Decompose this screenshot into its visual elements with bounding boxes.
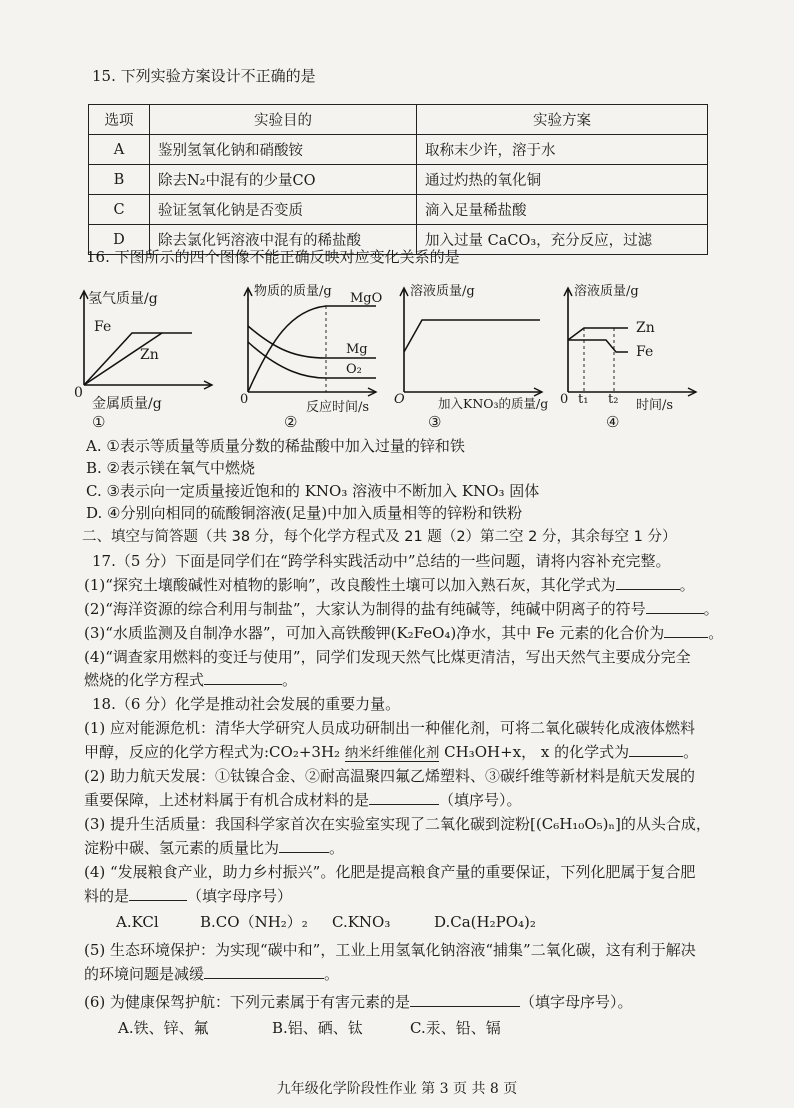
table-cell: 鉴别氢氧化钠和硝酸铵 <box>150 135 417 165</box>
q18-line-5a: (5) 生态环境保护：为实现“碳中和”，工业上用氢氧化钠溶液“捕集”二氧化碳，这有利于解决 <box>84 941 696 959</box>
graph-2-origin: 0 <box>240 392 249 407</box>
graph-3-number: ③ <box>428 413 442 431</box>
graph-4-svg <box>556 280 706 430</box>
table-cell: 取称末少许，溶于水 <box>417 135 708 165</box>
answer-blank[interactable] <box>204 670 282 685</box>
q18-l4b-tail: （填字母序号） <box>187 887 293 905</box>
q18-line-1a: (1) 应对能源危机：清华大学研究人员成功研制出一种催化剂，可将二氧化碳转化成液体燃料 <box>84 719 696 737</box>
q17-l3-text: (3)“水质监测及自制净水器”，可加入高铁酸钾(K₂FeO₄)净水，其中 Fe 元素的化合价为 <box>84 624 665 642</box>
q17-l2-text: (2)“海洋资源的综合利用与制盐”，大家认为制得的盐有纯碱等，纯碱中阴离子的符号 <box>84 600 646 618</box>
graph-4 <box>556 280 706 430</box>
graph-3 <box>392 280 552 430</box>
q18-line-6 <box>84 992 633 1012</box>
catalyst-condition: 纳米纤维催化剂 <box>344 745 440 761</box>
q18-line-3b: 淀粉中碳、氢元素的质量比为 。 <box>84 839 345 857</box>
q16-option-d: D. ④分别向相同的硫酸铜溶液(足量)中加入质量相等的锌粉和铁粉 <box>86 504 523 522</box>
table-cell: 通过灼热的氧化铜 <box>417 165 708 195</box>
graph-4-t2: t₂ <box>608 392 619 407</box>
q18-option6-c: C.汞、铅、镉 <box>410 1019 501 1037</box>
table-cell: A <box>89 135 150 165</box>
q18-title: 18.（6 分）化学是推动社会发展的重要力量。 <box>92 695 401 713</box>
answer-blank[interactable] <box>664 623 708 638</box>
fe-curve <box>568 340 628 352</box>
table-row <box>89 165 708 195</box>
answer-blank[interactable] <box>616 575 680 590</box>
table-row <box>89 135 708 165</box>
table-header-row <box>89 105 708 135</box>
q17-line-2: (2)“海洋资源的综合利用与制盐”，大家认为制得的盐有纯碱等，纯碱中阴离子的符号 。 <box>84 600 719 618</box>
q17-l1-text: (1)“探究土壤酸碱性对植物的影响”，改良酸性土壤可以加入熟石灰，其化学式为 <box>84 576 616 594</box>
answer-blank[interactable] <box>629 742 683 757</box>
graph-4-xlabel: 时间/s <box>636 398 674 413</box>
graph-1-xlabel: 金属质量/g <box>92 396 162 412</box>
q18-option-a: A.KCl <box>116 913 159 931</box>
q16-option-c: C. ③表示向一定质量接近饱和的 KNO₃ 溶液中不断加入 KNO₃ 固体 <box>86 482 540 500</box>
fe-curve <box>84 333 192 385</box>
q17-l4b-text: 燃烧的化学方程式 <box>84 671 205 689</box>
q18-line-1b: 甲醇，反应的化学方程式为:CO₂+3H₂ 纳米纤维催化剂 CH₃OH+x， x 的化学式为 。 <box>84 743 699 761</box>
q18-l3b-text: 淀粉中碳、氢元素的质量比为 <box>84 839 280 857</box>
solution-curve <box>404 320 540 352</box>
graph-3-ylabel: 溶液质量/g <box>410 284 475 299</box>
q18-line-3a: (3) 提升生活质量：我国科学家首次在实验室实现了二氧化碳到淀粉[(C₆H₁₀O₅)ₙ]的从头合成， <box>84 815 711 833</box>
table-cell: C <box>89 195 150 225</box>
q18-option-d: D.Ca(H₂PO₄)₂ <box>434 913 536 931</box>
q15-title: 15. 下列实验方案设计不正确的是 <box>92 67 316 85</box>
graph-1-origin: 0 <box>74 385 83 401</box>
q18-l2b-tail: （填序号）。 <box>439 791 522 809</box>
graph-4-fe-label: Fe <box>636 344 654 360</box>
answer-blank[interactable] <box>369 790 439 805</box>
q18-l6-tail: （填字母序号）。 <box>520 993 633 1011</box>
table-header: 实验目的 <box>150 105 417 135</box>
q18-option6-a: A.铁、锌、氟 <box>118 1019 209 1037</box>
graph-4-number: ④ <box>606 413 620 431</box>
table-header: 选项 <box>89 105 150 135</box>
answer-blank[interactable] <box>646 599 704 614</box>
table-cell: 除去N₂中混有的少量CO <box>150 165 417 195</box>
graph-3-origin: O <box>394 392 405 407</box>
answer-blank[interactable] <box>410 992 520 1007</box>
table-row <box>89 195 708 225</box>
answer-blank[interactable] <box>204 964 324 979</box>
graph-3-xlabel: 加入KNO₃的质量/g <box>438 396 549 411</box>
q18-l1b-pre: 甲醇，反应的化学方程式为:CO₂+3H₂ <box>84 743 341 761</box>
q18-line-4a: (4) “发展粮食产业，助力乡村振兴”。化肥是提高粮食产量的重要保证，下列化肥属于复合肥 <box>84 863 696 881</box>
graph-4-ylabel: 溶液质量/g <box>574 284 639 299</box>
graph-1-fe-label: Fe <box>94 319 112 335</box>
table-cell: 除去氯化钙溶液中混有的稀盐酸 <box>150 225 417 255</box>
page-footer: 九年级化学阶段性作业 第 3 页 共 8 页 <box>276 1081 518 1097</box>
graph-2-mgo-label: MgO <box>350 291 383 306</box>
answer-blank[interactable] <box>279 838 329 853</box>
graph-2 <box>236 280 386 430</box>
q17-line-4b: 燃烧的化学方程式 。 <box>84 671 298 689</box>
section-2-heading: 二、填空与简答题（共 38 分，每个化学方程式及 21 题（2）第二空 2 分，其余每空 1 分） <box>82 529 677 545</box>
q18-option-b: B.CO（NH₂）₂ <box>200 913 308 931</box>
graph-2-o2-label: O₂ <box>346 362 362 377</box>
q18-option-c: C.KNO₃ <box>332 913 391 931</box>
q18-l4b-text: 料的是 <box>84 887 130 905</box>
q18-line-5b: 的环境问题是减缓 。 <box>84 965 340 983</box>
graph-1 <box>72 285 222 430</box>
graph-4-t1: t₁ <box>578 392 589 407</box>
q18-l6-text: (6) 为健康保驾护航：下列元素属于有害元素的是 <box>84 993 411 1011</box>
q18-l1b-post: CH₃OH+x， x 的化学式为 <box>444 743 630 761</box>
q18-line-4b <box>84 886 292 906</box>
graph-4-origin: 0 <box>560 392 569 407</box>
table-header: 实验方案 <box>417 105 708 135</box>
q17-line-3: (3)“水质监测及自制净水器”，可加入高铁酸钾(K₂FeO₄)净水，其中 Fe 元素的化合价为 。 <box>84 624 724 642</box>
graph-2-xlabel: 反应时间/s <box>306 400 370 415</box>
q17-line-4a: (4)“调查家用燃料的变迁与使用”，同学们发现天然气比煤更清洁，写出天然气主要成分完全 <box>84 648 691 666</box>
graph-2-number: ② <box>284 413 298 431</box>
q17-line-1: (1)“探究土壤酸碱性对植物的影响”，改良酸性土壤可以加入熟石灰，其化学式为 。 <box>84 576 695 594</box>
graph-4-zn-label: Zn <box>636 320 655 336</box>
q18-l5b-text: 的环境问题是减缓 <box>84 965 205 983</box>
zn-curve <box>568 328 628 340</box>
graph-2-mg-label: Mg <box>346 342 368 357</box>
answer-blank[interactable] <box>129 886 187 901</box>
table-cell: 滴入足量稀盐酸 <box>417 195 708 225</box>
table-cell: 验证氢氧化钠是否变质 <box>150 195 417 225</box>
graph-1-zn-label: Zn <box>140 347 159 363</box>
q15-table <box>88 104 708 255</box>
graph-2-ylabel: 物质的质量/g <box>254 284 332 299</box>
q17-title: 17.（5 分）下面是同学们在“跨学科实践活动中”总结的一些问题，请将内容补充完整。 <box>92 552 671 570</box>
q16-title: 16. 下图所示的四个图像不能正确反映对应变化关系的是 <box>86 248 460 266</box>
q18-l2b-text: 重要保障，上述材料属于有机合成材料的是 <box>84 791 370 809</box>
table-cell: 加入过量 CaCO₃，充分反应，过滤 <box>417 225 708 255</box>
graph-1-number: ① <box>92 413 106 431</box>
q18-line-2a: (2) 助力航天发展：①钛镍合金、②耐高温聚四氟乙烯塑料、③碳纤维等新材料是航天发展的 <box>84 767 696 785</box>
table-cell: D <box>89 225 150 255</box>
q18-line-2b <box>84 790 522 810</box>
q18-option6-b: B.铝、硒、钛 <box>272 1019 363 1037</box>
q16-option-b: B. ②表示镁在氧气中燃烧 <box>86 459 256 477</box>
table-cell: B <box>89 165 150 195</box>
q16-option-a: A. ①表示等质量等质量分数的稀盐酸中加入过量的锌和铁 <box>86 437 465 455</box>
graph-1-ylabel: 氢气质量/g <box>88 291 158 307</box>
